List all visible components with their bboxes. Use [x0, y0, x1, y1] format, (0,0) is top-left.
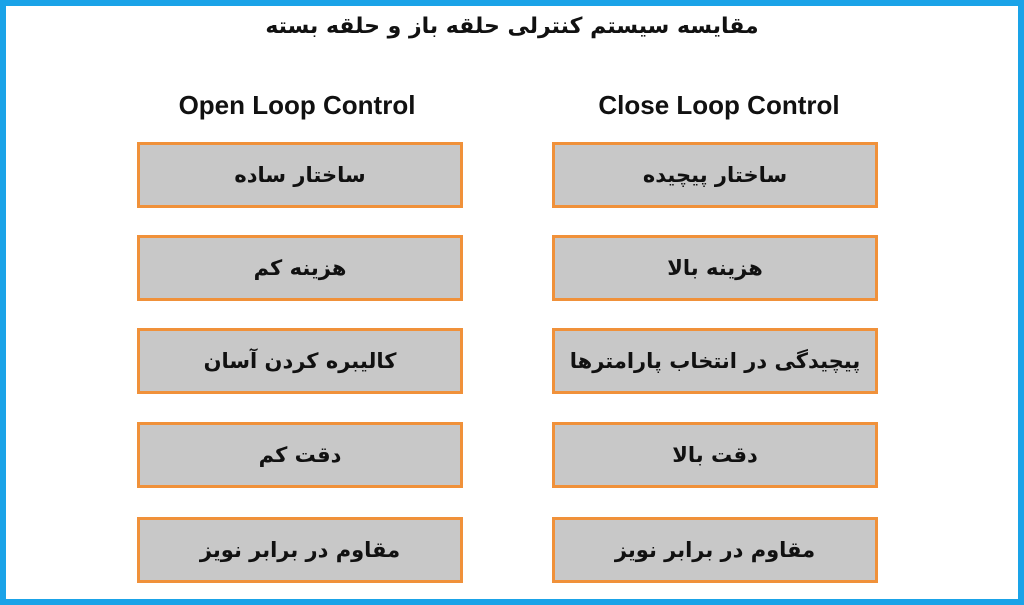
open-loop-item: ساختار ساده: [137, 142, 463, 208]
open-loop-item: دقت کم: [137, 422, 463, 488]
open-loop-heading: Open Loop Control: [178, 90, 416, 120]
open-loop-item: کالیبره کردن آسان: [137, 328, 463, 394]
close-loop-item: هزینه بالا: [552, 235, 878, 301]
close-loop-item: مقاوم در برابر نویز: [552, 517, 878, 583]
page-title: مقایسه سیستم کنترلی حلقه باز و حلقه بسته: [265, 14, 759, 39]
open-loop-item: مقاوم در برابر نویز: [137, 517, 463, 583]
close-loop-heading: Close Loop Control: [598, 90, 840, 120]
close-loop-item: پیچیدگی در انتخاب پارامترها: [552, 328, 878, 394]
open-loop-item: هزینه کم: [137, 235, 463, 301]
close-loop-item: دقت بالا: [552, 422, 878, 488]
close-loop-item: ساختار پیچیده: [552, 142, 878, 208]
